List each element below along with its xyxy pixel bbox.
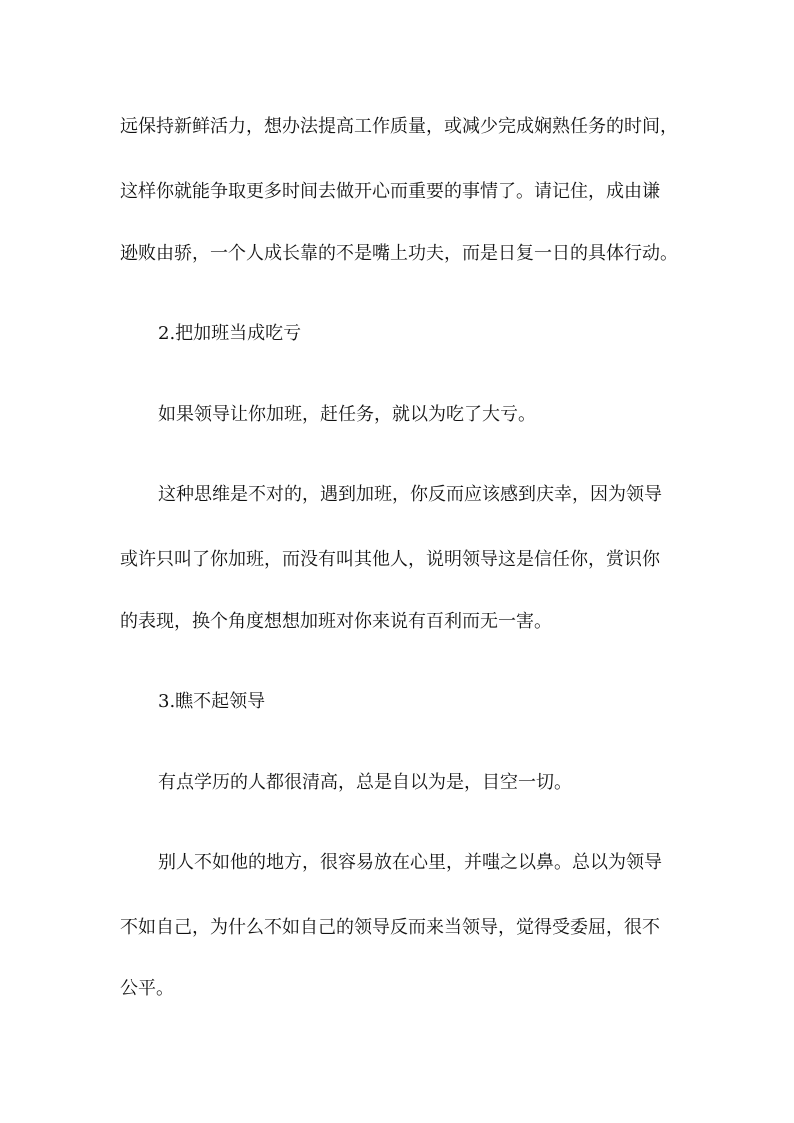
paragraph-line: 公平。 xyxy=(120,978,174,999)
paragraph-line: 不如自己，为什么不如自己的领导反而来当领导，觉得受委屈，很不 xyxy=(120,917,660,938)
paragraph-line: 这样你就能争取更多时间去做开心而重要的事情了。请记住，成由谦 xyxy=(120,181,660,202)
paragraph-line: 有点学历的人都很清高，总是自以为是，目空一切。 xyxy=(158,772,572,793)
paragraph-line: 的表现，换个角度想想加班对你来说有百利而无一害。 xyxy=(120,611,552,632)
paragraph-line: 这种思维是不对的，遇到加班，你反而应该感到庆幸，因为领导 xyxy=(158,484,662,505)
paragraph-line: 如果领导让你加班，赶任务，就以为吃了大亏。 xyxy=(158,404,536,425)
paragraph-line: 别人不如他的地方，很容易放在心里，并嗤之以鼻。总以为领导 xyxy=(158,852,662,873)
section-heading: 3.瞧不起领导 xyxy=(158,691,266,712)
paragraph-line: 或许只叫了你加班，而没有叫其他人，说明领导这是信任你，赏识你 xyxy=(120,549,660,570)
paragraph-line: 逊败由骄，一个人成长靠的不是嘴上功夫，而是日复一日的具体行动。 xyxy=(120,243,678,264)
paragraph-line: 远保持新鲜活力，想办法提高工作质量，或减少完成娴熟任务的时间， xyxy=(120,116,678,137)
section-heading: 2.把加班当成吃亏 xyxy=(158,323,302,344)
